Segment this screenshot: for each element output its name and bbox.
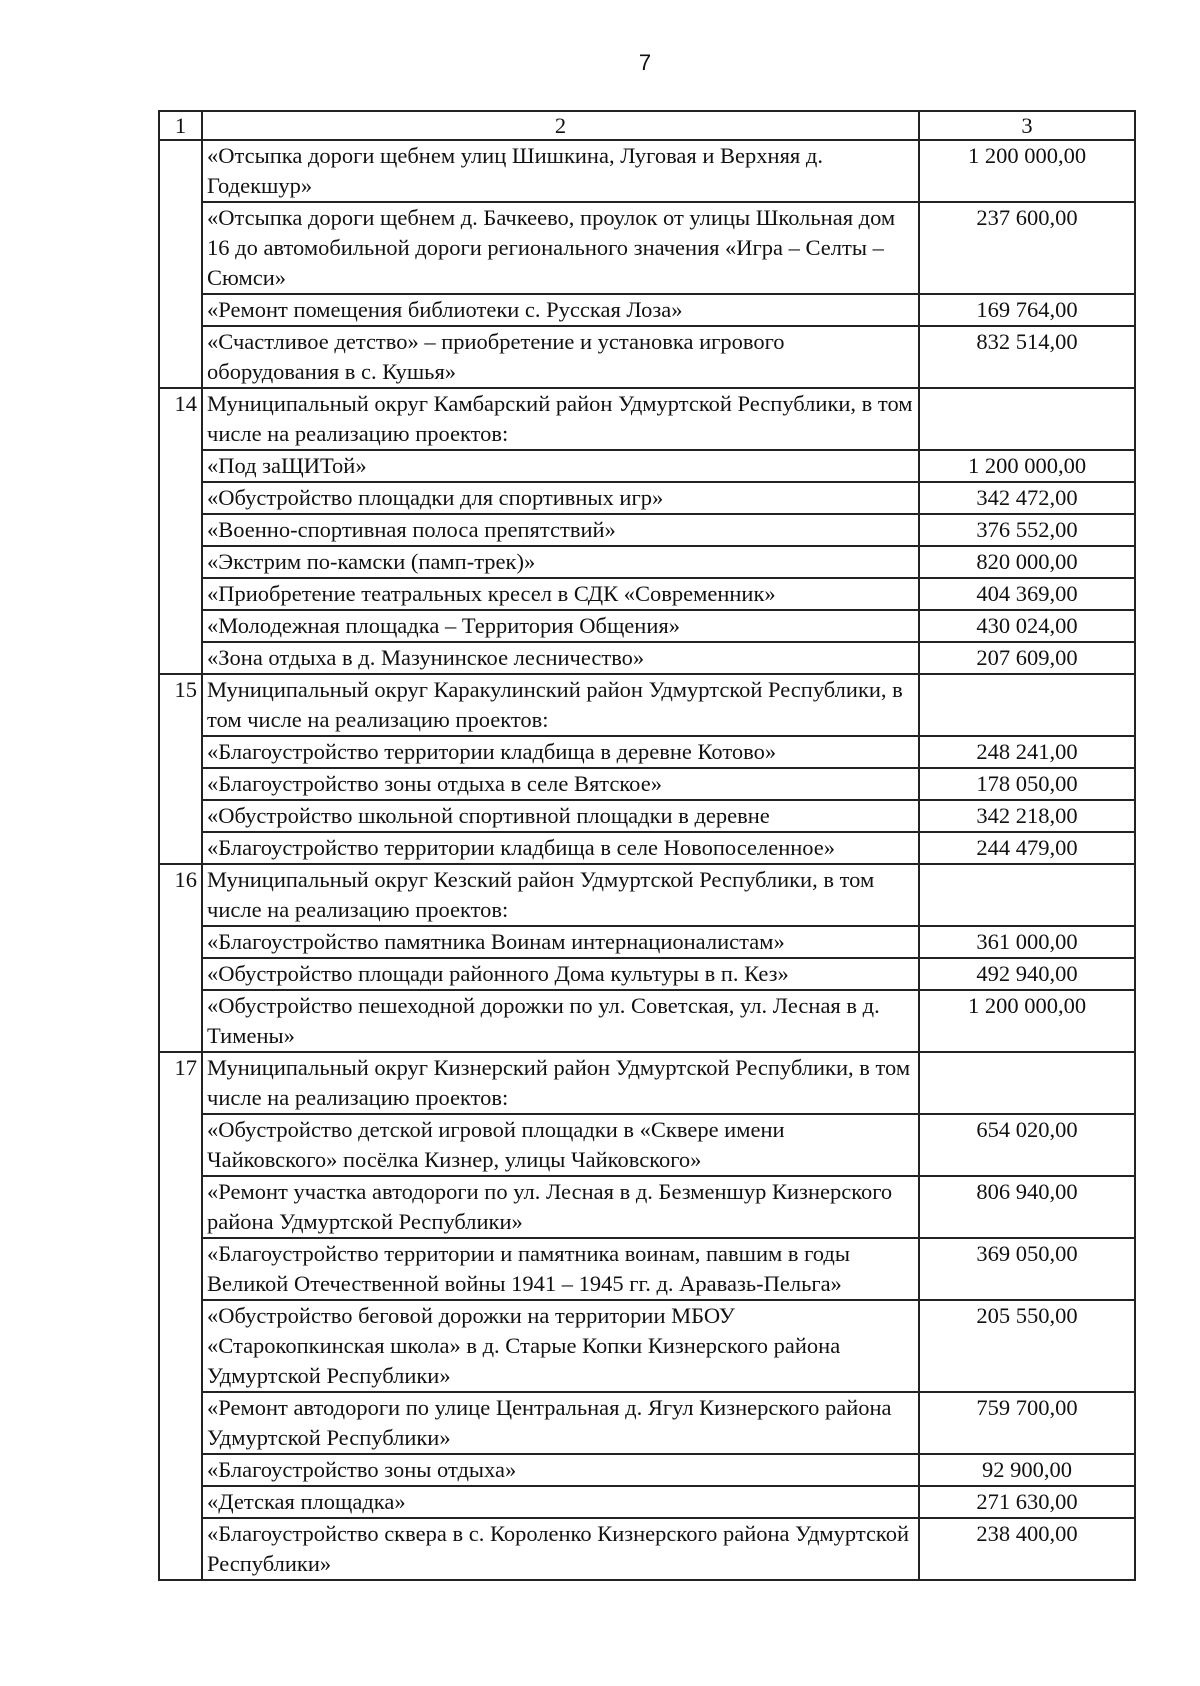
project-name: «Обустройство площади районного Дома культуры в п. Кез» — [202, 958, 919, 990]
table-row — [159, 1052, 1135, 1114]
table-row — [159, 482, 1135, 514]
amount: 404 369,00 — [919, 578, 1135, 610]
amount: 342 472,00 — [919, 482, 1135, 514]
table-row — [159, 674, 1135, 736]
project-name: «Обустройство пешеходной дорожки по ул. Советская, ул. Лесная в д. Тимены» — [202, 990, 919, 1052]
district-name: Муниципальный округ Кизнерский район Удмуртской Республики, в том числе на реализацию проектов: — [202, 1052, 919, 1114]
project-name: «Отсыпка дороги щебнем д. Бачкеево, проулок от улицы Школьная дом 16 до автомобильной дороги регионального значения «Игра – Селты – Сюмси» — [202, 202, 919, 294]
amount: 376 552,00 — [919, 514, 1135, 546]
table-row — [159, 926, 1135, 958]
project-name: «Экстрим по-камски (памп-трек)» — [202, 546, 919, 578]
table-row — [159, 768, 1135, 800]
table-row — [159, 1238, 1135, 1300]
table-row — [159, 736, 1135, 768]
row-number: 14 — [159, 388, 202, 674]
amount — [919, 1052, 1135, 1114]
project-name: «Счастливое детство» – приобретение и установка игрового оборудования в с. Кушья» — [202, 326, 919, 388]
amount: 430 024,00 — [919, 610, 1135, 642]
project-name: «Благоустройство зоны отдыха» — [202, 1454, 919, 1486]
table-row — [159, 800, 1135, 832]
row-number: 16 — [159, 864, 202, 1052]
amount: 832 514,00 — [919, 326, 1135, 388]
header-col-1: 1 — [159, 111, 202, 140]
district-name: Муниципальный округ Каракулинский район Удмуртской Республики, в том числе на реализацию проектов: — [202, 674, 919, 736]
project-name: «Ремонт помещения библиотеки с. Русская Лоза» — [202, 294, 919, 326]
table-row — [159, 864, 1135, 926]
project-name: «Благоустройство территории кладбища в селе Новопоселенное» — [202, 832, 919, 864]
table-row — [159, 514, 1135, 546]
amount: 806 940,00 — [919, 1176, 1135, 1238]
table-row — [159, 958, 1135, 990]
table-row — [159, 202, 1135, 294]
amount: 759 700,00 — [919, 1392, 1135, 1454]
table-row — [159, 990, 1135, 1052]
table-row — [159, 450, 1135, 482]
table-row — [159, 610, 1135, 642]
table-row — [159, 388, 1135, 450]
project-name: «Ремонт автодороги по улице Центральная д. Ягул Кизнерского района Удмуртской Республики» — [202, 1392, 919, 1454]
header-col-2: 2 — [202, 111, 919, 140]
table-row — [159, 1454, 1135, 1486]
table-header-row — [159, 111, 1135, 140]
amount: 237 600,00 — [919, 202, 1135, 294]
project-name: «Отсыпка дороги щебнем улиц Шишкина, Луговая и Верхняя д. Годекшур» — [202, 140, 919, 202]
project-name: «Военно-спортивная полоса препятствий» — [202, 514, 919, 546]
amount: 238 400,00 — [919, 1518, 1135, 1580]
project-name: «Благоустройство зоны отдыха в селе Вятское» — [202, 768, 919, 800]
amount: 654 020,00 — [919, 1114, 1135, 1176]
header-col-3: 3 — [919, 111, 1135, 140]
table-row — [159, 326, 1135, 388]
table-row — [159, 832, 1135, 864]
amount: 207 609,00 — [919, 642, 1135, 674]
table-row — [159, 1518, 1135, 1580]
table-row — [159, 546, 1135, 578]
table-row — [159, 140, 1135, 202]
amount — [919, 864, 1135, 926]
amount: 271 630,00 — [919, 1486, 1135, 1518]
funding-table — [158, 110, 1136, 1581]
amount: 361 000,00 — [919, 926, 1135, 958]
project-name: «Под заЩИТой» — [202, 450, 919, 482]
page-number: 7 — [638, 50, 652, 75]
amount: 492 940,00 — [919, 958, 1135, 990]
amount: 92 900,00 — [919, 1454, 1135, 1486]
amount: 169 764,00 — [919, 294, 1135, 326]
amount: 1 200 000,00 — [919, 990, 1135, 1052]
row-number: 17 — [159, 1052, 202, 1580]
amount: 369 050,00 — [919, 1238, 1135, 1300]
amount — [919, 388, 1135, 450]
table-row — [159, 578, 1135, 610]
amount: 342 218,00 — [919, 800, 1135, 832]
project-name: «Благоустройство территории кладбища в деревне Котово» — [202, 736, 919, 768]
amount: 244 479,00 — [919, 832, 1135, 864]
project-name: «Приобретение театральных кресел в СДК «Современник» — [202, 578, 919, 610]
project-name: «Благоустройство памятника Воинам интернационалистам» — [202, 926, 919, 958]
table-row — [159, 294, 1135, 326]
row-number: 15 — [159, 674, 202, 864]
amount — [919, 674, 1135, 736]
table-row — [159, 1300, 1135, 1392]
project-name: «Обустройство беговой дорожки на территории МБОУ «Старокопкинская школа» в д. Старые Копки Кизнерского района Удмуртской Республики» — [202, 1300, 919, 1392]
project-name: «Молодежная площадка – Территория Общения» — [202, 610, 919, 642]
amount: 1 200 000,00 — [919, 450, 1135, 482]
amount: 1 200 000,00 — [919, 140, 1135, 202]
project-name: «Обустройство площадки для спортивных игр» — [202, 482, 919, 514]
project-name: «Детская площадка» — [202, 1486, 919, 1518]
table-row — [159, 642, 1135, 674]
table-row — [159, 1176, 1135, 1238]
table-row — [159, 1486, 1135, 1518]
amount: 820 000,00 — [919, 546, 1135, 578]
project-name: «Обустройство школьной спортивной площадки в деревне — [202, 800, 919, 832]
project-name: «Благоустройство территории и памятника воинам, павшим в годы Великой Отечественной войны 1941 – 1945 гг. д. Аравазь-Пельга» — [202, 1238, 919, 1300]
table-row — [159, 1114, 1135, 1176]
amount: 248 241,00 — [919, 736, 1135, 768]
project-name: «Благоустройство сквера в с. Короленко Кизнерского района Удмуртской Республики» — [202, 1518, 919, 1580]
amount: 178 050,00 — [919, 768, 1135, 800]
row-number — [159, 140, 202, 388]
table-row — [159, 1392, 1135, 1454]
project-name: «Обустройство детской игровой площадки в «Сквере имени Чайковского» посёлка Кизнер, улицы Чайковского» — [202, 1114, 919, 1176]
project-name: «Зона отдыха в д. Мазунинское лесничество» — [202, 642, 919, 674]
district-name: Муниципальный округ Камбарский район Удмуртской Республики, в том числе на реализацию проектов: — [202, 388, 919, 450]
project-name: «Ремонт участка автодороги по ул. Лесная в д. Безменшур Кизнерского района Удмуртской Республики» — [202, 1176, 919, 1238]
district-name: Муниципальный округ Кезский район Удмуртской Республики, в том числе на реализацию проектов: — [202, 864, 919, 926]
amount: 205 550,00 — [919, 1300, 1135, 1392]
